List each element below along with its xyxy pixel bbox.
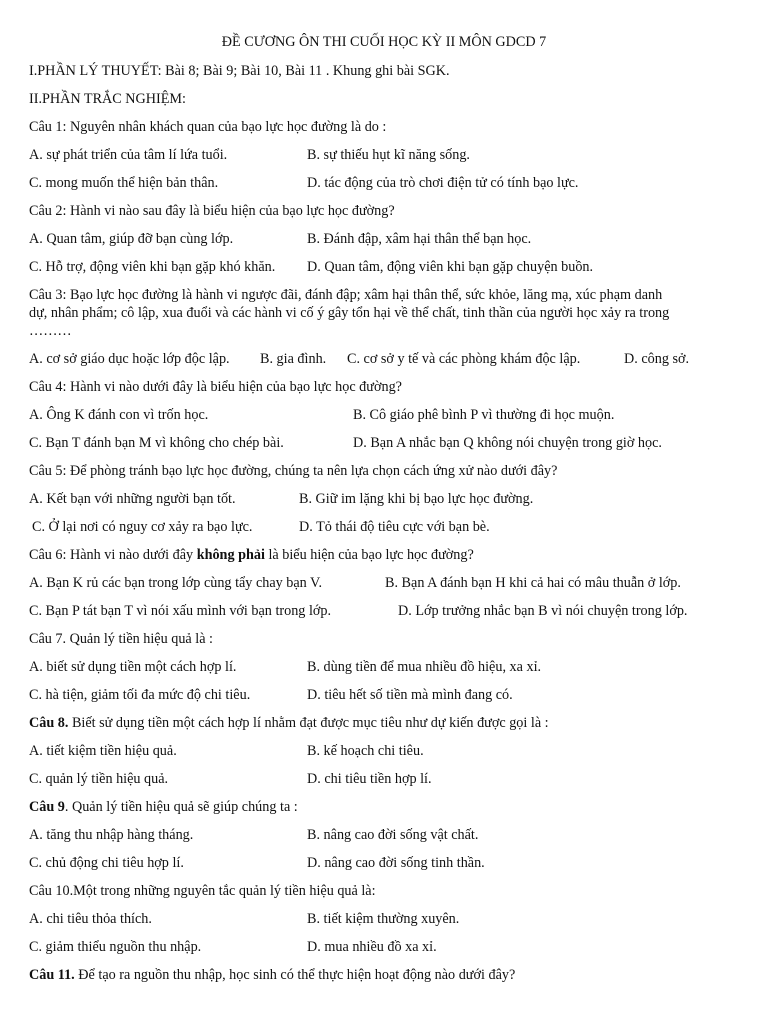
question-3-options (29, 350, 768, 368)
option-d: D. Tỏ thái độ tiêu cực với bạn bè. (299, 519, 490, 535)
question-5-options-cd (29, 518, 768, 536)
option-d: D. mua nhiều đồ xa xỉ. (307, 939, 437, 955)
question-3-line-2: dự, nhân phẩm; cô lập, xua đuổi và các hành vi cố ý gây tổn hại về thể chất, tinh thần của người học xảy ra trong (29, 305, 670, 321)
question-11-number: Câu 11. (29, 967, 75, 983)
option-a: A. sự phát triển của tâm lí lứa tuổi. (29, 147, 228, 163)
question-10-options-ab (29, 910, 768, 928)
question-10: Câu 10.Một trong những nguyên tắc quản lý tiền hiệu quả là: (29, 883, 376, 899)
question-2: Câu 2: Hành vi nào sau đây là biểu hiện của bạo lực học đường? (29, 203, 395, 219)
question-3-line-3: ……… (29, 323, 72, 339)
option-c: C. chủ động chi tiêu hợp lí. (29, 855, 184, 871)
question-6-options-ab (29, 574, 768, 592)
option-a: A. Ông K đánh con vì trốn học. (29, 407, 209, 423)
question-1: Câu 1: Nguyên nhân khách quan của bạo lực học đường là do : (29, 119, 387, 135)
document-title: ĐỀ CƯƠNG ÔN THI CUỐI HỌC KỲ II MÔN GDCD 7 (221, 34, 547, 50)
option-c: C. quản lý tiền hiệu quả. (29, 771, 169, 787)
question-11 (29, 966, 515, 984)
question-8 (29, 714, 549, 732)
option-a: A. cơ sở giáo dục hoặc lớp độc lập. (29, 351, 230, 367)
option-d: D. Lớp trưởng nhắc bạn B vì nói chuyện trong lớp. (398, 603, 688, 619)
question-6-options-cd (29, 602, 768, 620)
question-4-options-cd (29, 434, 768, 452)
option-c: C. hà tiện, giảm tối đa mức độ chi tiêu. (29, 687, 251, 703)
option-b: B. tiết kiệm thường xuyên. (307, 911, 460, 927)
question-7-options-ab (29, 658, 768, 676)
question-6 (29, 546, 474, 564)
option-c: C. giảm thiểu nguồn thu nhập. (29, 939, 202, 955)
question-6-prefix: Câu 6: Hành vi nào dưới đây (29, 547, 197, 563)
question-8-options-cd (29, 770, 768, 788)
question-11-text: Để tạo ra nguồn thu nhập, học sinh có thể thực hiện hoạt động nào dưới đây? (74, 967, 516, 983)
question-2-options-cd (29, 258, 768, 276)
option-d: D. tiêu hết số tiền mà mình đang có. (307, 687, 513, 703)
question-1-options-ab (29, 146, 768, 164)
option-b: B. Giữ im lặng khi bị bạo lực học đường. (299, 491, 534, 507)
question-9-options-cd (29, 854, 768, 872)
question-5-options-ab (29, 490, 768, 508)
option-d: D. Quan tâm, động viên khi bạn gặp chuyện buồn. (307, 259, 594, 275)
option-d: D. chi tiêu tiền hợp lí. (307, 771, 432, 787)
option-b: B. Đánh đập, xâm hại thân thể bạn học. (307, 231, 532, 247)
option-d: D. công sở. (624, 351, 690, 367)
question-9 (29, 798, 298, 816)
option-c: C. Hỗ trợ, động viên khi bạn gặp khó khăn. (29, 259, 276, 275)
question-8-text: Biết sử dụng tiền một cách hợp lí nhằm đạt được mục tiêu như dự kiến được gọi là : (68, 715, 549, 731)
option-b: B. gia đình. (260, 351, 327, 367)
option-b: B. sự thiếu hụt kĩ năng sống. (307, 147, 470, 163)
option-a: A. Bạn K rủ các bạn trong lớp cùng tẩy chay bạn V. (29, 575, 323, 591)
question-4-options-ab (29, 406, 768, 424)
question-5: Câu 5: Để phòng tránh bạo lực học đường, chúng ta nên lựa chọn cách ứng xử nào dưới đây? (29, 463, 558, 479)
question-8-options-ab (29, 742, 768, 760)
option-a: A. biết sử dụng tiền một cách hợp lí. (29, 659, 237, 675)
option-a: A. tiết kiệm tiền hiệu quả. (29, 743, 177, 759)
section-theory: I.PHẦN LÝ THUYẾT: Bài 8; Bài 9; Bài 10, Bài 11 . Khung ghi bài SGK. (29, 63, 450, 79)
question-1-options-cd (29, 174, 768, 192)
option-c: C. Bạn T đánh bạn M vì không cho chép bài. (29, 435, 284, 451)
question-6-emphasis: không phải (196, 547, 265, 563)
question-6-suffix: là biểu hiện của bạo lực học đường? (264, 547, 474, 563)
option-c: C. Bạn P tát bạn T vì nói xấu mình với bạn trong lớp. (29, 603, 332, 619)
question-7-options-cd (29, 686, 768, 704)
section-multiple-choice: II.PHẦN TRẮC NGHIỆM: (29, 91, 186, 107)
question-10-options-cd (29, 938, 768, 956)
question-3-line-1: Câu 3: Bạo lực học đường là hành vi ngược đãi, đánh đập; xâm hại thân thể, sức khỏe, lăng mạ, xúc phạm danh (29, 287, 663, 303)
option-b: B. kế hoạch chi tiêu. (307, 743, 424, 759)
option-a: A. tăng thu nhập hàng tháng. (29, 827, 194, 843)
question-7: Câu 7. Quản lý tiền hiệu quả là : (29, 631, 214, 647)
question-4: Câu 4: Hành vi nào dưới đây là biểu hiện của bạo lực học đường? (29, 379, 402, 395)
option-b: B. nâng cao đời sống vật chất. (307, 827, 479, 843)
question-8-number: Câu 8. (29, 715, 69, 731)
option-c: C. mong muốn thể hiện bản thân. (29, 175, 219, 191)
option-b: B. Bạn A đánh bạn H khi cả hai có mâu thuẫn ở lớp. (385, 575, 681, 591)
option-a: A. chi tiêu thỏa thích. (29, 911, 152, 927)
option-a: A. Quan tâm, giúp đỡ bạn cùng lớp. (29, 231, 234, 247)
question-2-options-ab (29, 230, 768, 248)
option-a: A. Kết bạn với những người bạn tốt. (29, 491, 236, 507)
option-d: D. tác động của trò chơi điện tử có tính bạo lực. (307, 175, 579, 191)
question-9-text: . Quản lý tiền hiệu quả sẽ giúp chúng ta : (64, 799, 298, 815)
option-b: B. Cô giáo phê bình P vì thường đi học muộn. (353, 407, 615, 423)
option-d: D. Bạn A nhắc bạn Q không nói chuyện trong giờ học. (353, 435, 662, 451)
question-9-options-ab (29, 826, 768, 844)
option-d: D. nâng cao đời sống tinh thần. (307, 855, 485, 871)
option-b: B. dùng tiền để mua nhiều đồ hiệu, xa xỉ. (307, 659, 542, 675)
option-c: C. cơ sở y tế và các phòng khám độc lập. (347, 351, 581, 367)
option-c: C. Ở lại nơi có nguy cơ xảy ra bạo lực. (32, 519, 253, 535)
question-9-number: Câu 9 (29, 799, 65, 815)
